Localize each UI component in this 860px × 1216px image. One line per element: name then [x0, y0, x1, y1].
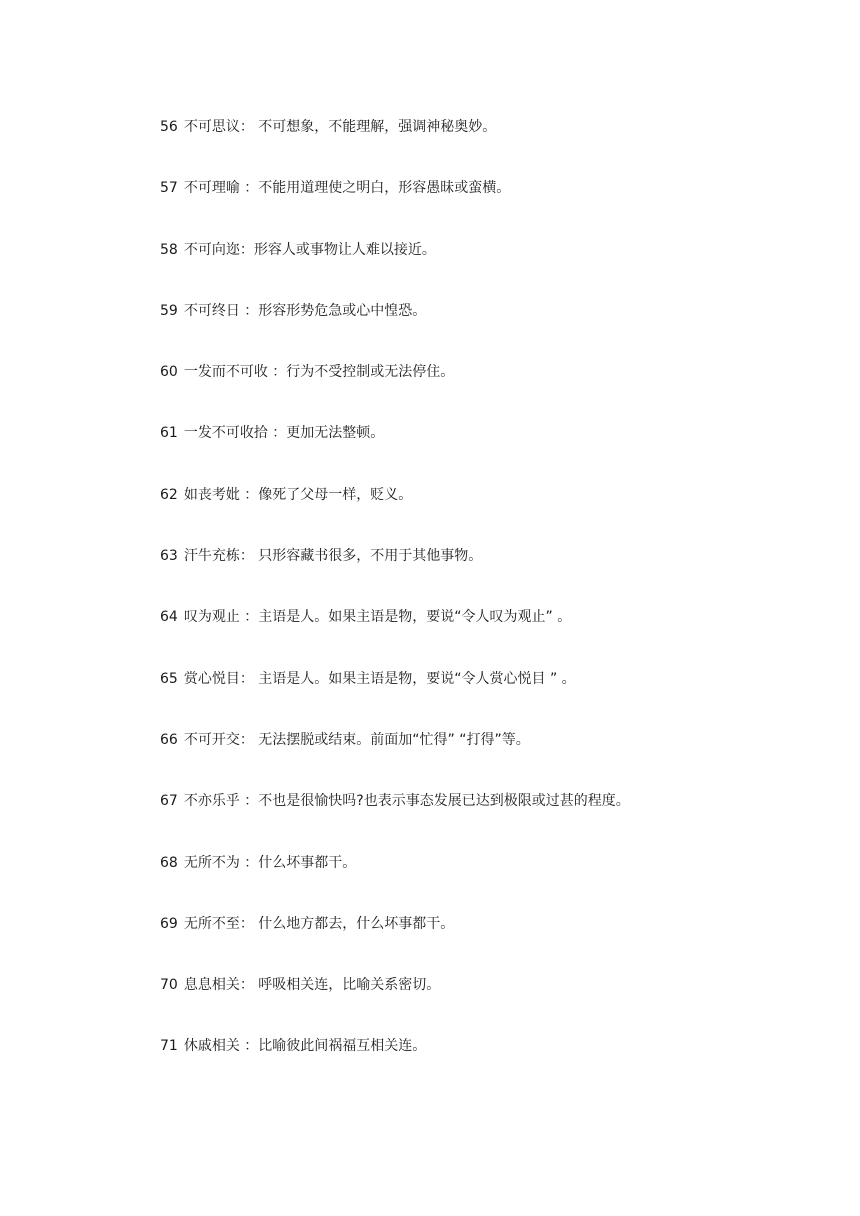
item-text: 无所不为 ：什么坏事都干。: [183, 854, 357, 871]
list-item: [160, 176, 820, 237]
item-number: 62: [160, 486, 178, 503]
list-item: [160, 912, 820, 973]
item-text: 无所不至： 什么地方都去，什么坏事都干。: [183, 915, 455, 932]
item-number: 66: [160, 731, 178, 748]
list-item: [160, 789, 820, 850]
item-text: 不亦乐乎 ：不也是很愉快吗?也表示事态发展已达到极限或过甚的程度。: [183, 793, 630, 810]
item-number: 68: [160, 854, 178, 871]
item-number: 58: [160, 241, 178, 258]
item-text: 一发而不可收 ：行为不受控制或无法停住。: [183, 364, 455, 381]
list-item: [160, 973, 820, 1034]
item-text: 休戚相关 ：比喻彼此间祸福互相关连。: [183, 1038, 427, 1055]
item-number: 56: [160, 119, 178, 135]
item-text: 叹为观止 ：主语是人。如果主语是物，要说“令人叹为观止” 。: [183, 609, 572, 626]
item-text: 息息相关： 呼吸相关连，比喻关系密切。: [183, 977, 441, 994]
item-text: 不可理喻 ：不能用道理使之明白，形容愚昧或蛮横。: [183, 180, 511, 197]
item-number: 60: [160, 364, 178, 381]
idiom-list: [160, 115, 820, 1096]
item-text: 不可思议： 不可想象，不能理解，强调神秘奥妙。: [183, 119, 497, 135]
item-number: 64: [160, 609, 178, 626]
list-item: [160, 238, 820, 299]
list-item: [160, 299, 820, 360]
list-item: [160, 1034, 820, 1095]
list-item: [160, 667, 820, 728]
list-item: [160, 728, 820, 789]
list-item: [160, 605, 820, 666]
item-number: 70: [160, 977, 178, 994]
item-number: 63: [160, 548, 178, 565]
item-text: 不可开交： 无法摆脱或结束。前面加“忙得” “打得”等。: [183, 731, 530, 748]
item-number: 57: [160, 180, 178, 197]
item-number: 59: [160, 302, 178, 319]
item-text: 汗牛充栋： 只形容藏书很多，不用于其他事物。: [183, 548, 483, 565]
item-number: 61: [160, 425, 178, 442]
list-item: [160, 421, 820, 482]
list-item: [160, 360, 820, 421]
list-item: [160, 544, 820, 605]
item-text: 赏心悦目： 主语是人。如果主语是物，要说“令人赏心悦目 ” 。: [183, 670, 576, 687]
item-number: 69: [160, 915, 178, 932]
list-item: [160, 115, 820, 176]
item-text: 不可向迩：形容人或事物让人难以接近。: [183, 241, 436, 258]
item-text: 一发不可收拾 ：更加无法整顿。: [183, 425, 385, 442]
item-number: 71: [160, 1038, 178, 1055]
item-text: 不可终日 ：形容形势危急或心中惶恐。: [183, 302, 427, 319]
list-item: [160, 483, 820, 544]
item-text: 如丧考妣 ：像死了父母一样，贬义。: [183, 486, 413, 503]
item-number: 67: [160, 793, 178, 810]
item-number: 65: [160, 670, 178, 687]
list-item: [160, 851, 820, 912]
